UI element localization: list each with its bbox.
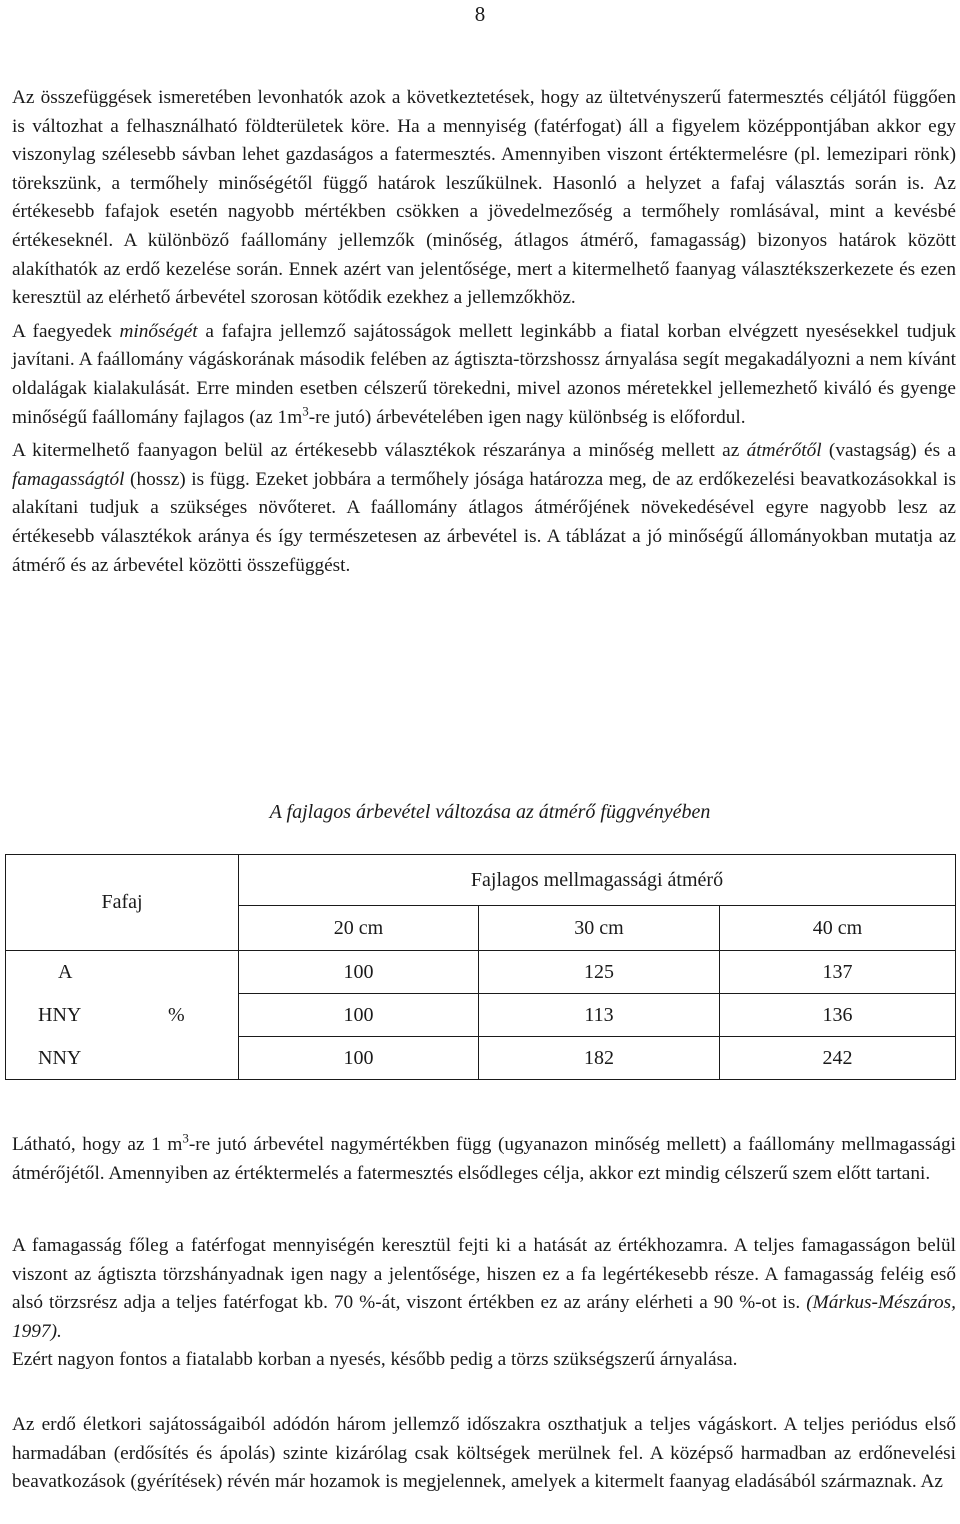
header-diameter: Fajlagos mellmagassági átmérő (239, 855, 956, 906)
unit-label: % (168, 1003, 185, 1026)
header-species: Fafaj (6, 855, 239, 951)
value-cell: 136 (720, 994, 956, 1037)
value-cell: 182 (479, 1037, 720, 1080)
header-col-40: 40 cm (720, 906, 956, 951)
paragraph-5: A famagasság főleg a fatérfogat mennyiségén keresztül fejti ki a hatását az értékhozamra. A teljes famagasságon belül viszont az ágtiszta törzshányadnak igen nagy a jelentősége, hiszen ez a fa legértékesebb része. A famagasság feléig eső alsó törzsrész adja a teljes fatérfogat kb. 70 %-át, viszont értékben ez az arány elérheti a 90 %-ot is. (Márkus-Mészáros, 1997). Ezért nagyon fontos a fiatalabb korban a nyesés, később pedig a törzs szükségszerű árnyalása. (12, 1235, 956, 1371)
header-col-30: 30 cm (479, 906, 720, 951)
lower-text-3 (12, 1411, 956, 1497)
citation: (Márkus-Mészáros, 1997). (12, 1292, 956, 1342)
value-cell: 242 (720, 1037, 956, 1080)
species-cell: HNY % (6, 994, 239, 1037)
emphasis-quality: minőségét (119, 320, 198, 342)
lower-text-2 (12, 1232, 956, 1375)
species-cell: NNY (6, 1037, 239, 1080)
paragraph-1: Az összefüggések ismeretében levonhatók azok a következtetések, hogy az ültetvényszerű fatermesztés céljától függően is változhat a felhasználható földterületek köre. Ha a mennyiség (fatérfogat) áll a figyelem középpontjában akkor egy viszonylag szélesebb sávban lehet gazdaságos a fatermesztés. Amennyiben viszont értéktermelésre (pl. lemezipari rönk) törekszünk, a termőhely minőségétől függő határok leszűkülnek. Hasonló a helyzet a fafaj választás során is. Az értékesebb fafajok esetén nagyobb mértékben csökken a jövedelmezőség a termőhely romlásával, mint a kevésbé értékeseknél. A különböző faállomány jellemzők (minőség, átlagos átmérő, famagasság) bizonyos határok között alakíthatók az erdő kezelése során. Ennek azért van jelentősége, mert a kitermelhető faanyag választékszerkezete és ezen keresztül az elérhető árbevétel szorosan kötődik ezekhez a jellemzőkhöz. (12, 87, 956, 309)
species-cell: A (6, 951, 239, 994)
lower-text-1 (12, 1131, 956, 1188)
paragraph-6: Az erdő életkori sajátosságaiból adódón három jellemző időszakra oszthatjuk a teljes vágáskort. A teljes periódus első harmadában (erdősítés és ápolás) szinte kizárólag csak költségek merülnek fel. A középső harmadban az erdőnevelési beavatkozások (gyérítések) révén már hozamok is megjelennek, amelyek a kitermelt faanyag eladásából származnak. Az (12, 1414, 956, 1493)
header-col-20: 20 cm (239, 906, 479, 951)
value-cell: 137 (720, 951, 956, 994)
value-cell: 125 (479, 951, 720, 994)
value-cell: 100 (239, 994, 479, 1037)
emphasis-diameter: átmérőtől (746, 440, 822, 462)
value-cell: 100 (239, 951, 479, 994)
upper-text (12, 84, 956, 580)
table-row (6, 1037, 956, 1080)
table-row (6, 951, 956, 994)
value-cell: 100 (239, 1037, 479, 1080)
paragraph-3: A kitermelhető faanyagon belül az értékesebb választékok részaránya a minőség mellett az átmérőtől (vastagság) és a famagasságtól (hossz) is függ. Ezeket jobbára a termőhely jósága határozza meg, de az erdőkezelési beavatkozásokkal is alakítani tudjuk a szükséges növőteret. A faállomány átlagos átmérőjének növekedésével egyre nagyobb lesz az értékesebb választékok aránya és így természetesen az árbevétel is. A táblázat a jó minőségű állományokban mutatja az átmérő és az árbevétel közötti összefüggést. (12, 440, 956, 576)
page-number: 8 (474, 2, 486, 26)
table-caption: A fajlagos árbevétel változása az átmérő függvényében (269, 801, 711, 823)
diameter-revenue-table (5, 854, 956, 1080)
paragraph-4: Látható, hogy az 1 $m^3-re$ jutó árbevétel nagymértékben függ (ugyanazon minőség mellett) a faállomány mellmagassági átmérőjétől. Amennyiben az értéktermelés a fatermesztés elsődleges célja, akkor ezt mindig célszerű szem előtt tartani. (12, 1130, 956, 1184)
paragraph-2: A faegyedek minőségét a fafajra jellemző sajátosságok mellett leginkább a fiatal korban elvégzett nyesésekkel tudjuk javítani. A faállomány vágáskorának második felében az ágtiszta-törzshossz árnyalása segít megakadályozni a nem kívánt oldalágak kialakulását. Erre minden esetben célszerű törekedni, mivel azonos méretekkel jellemezhető kiváló és gyenge minőségű faállomány fajlagos (az $1m^3-re$ jutó) árbevételében igen nagy különbség is előfordul. (12, 320, 956, 428)
table-row (6, 994, 956, 1037)
emphasis-height: famagasságtól (12, 468, 125, 490)
value-cell: 113 (479, 994, 720, 1037)
